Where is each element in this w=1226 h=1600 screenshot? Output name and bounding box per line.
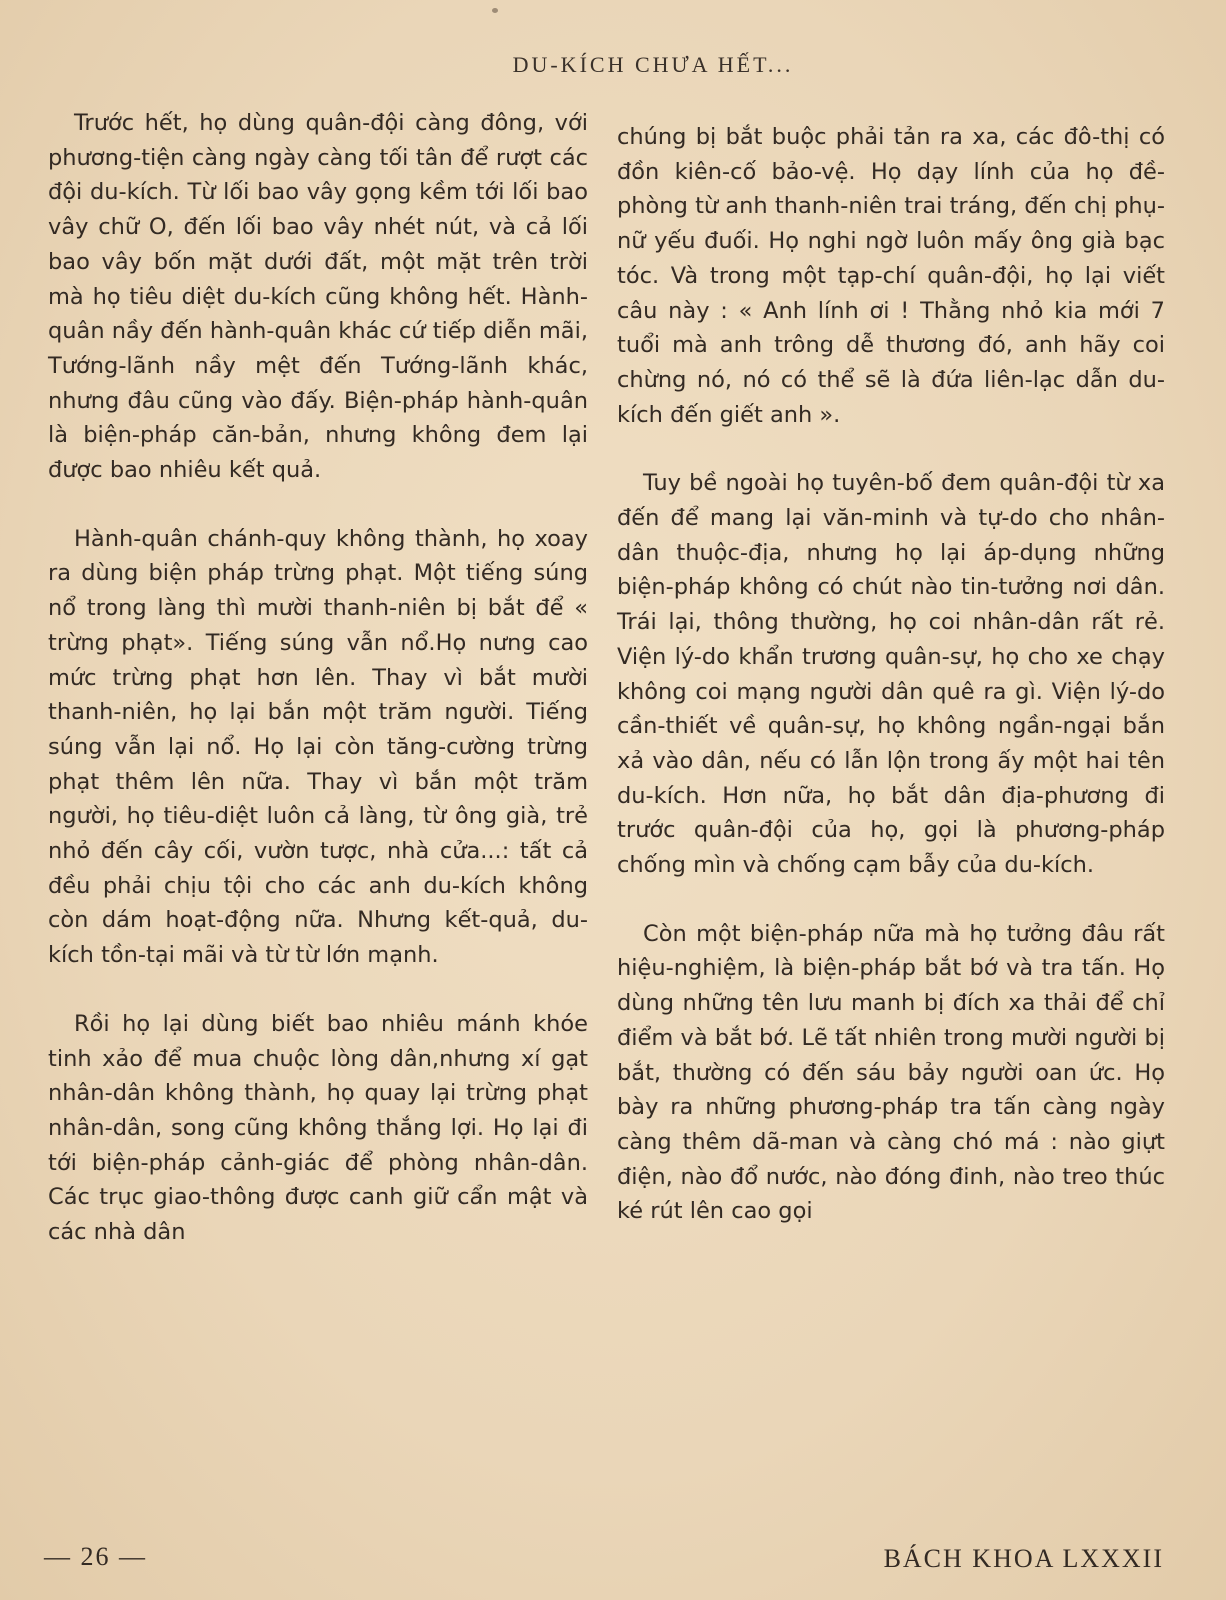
paragraph: Hành-quân chánh-quy không thành, họ xoay ra dùng biện pháp trừng phạt. Một tiếng súng nổ trong làng thì mười thanh-niên bị bắt để « trừng phạt». Tiếng súng vẫn nổ.Họ nưng cao mức trừng phạt hơn lên. Thay vì bắt mười thanh-niên, họ lại bắn một trăm người. Tiếng súng vẫn lại nổ. Họ lại còn tăng-cường trừng phạt thêm lên nữa. Thay vì bắn một trăm người, họ tiêu-diệt luôn cả làng, từ ông già, trẻ nhỏ đến cây cối, vườn tược, nhà cửa...: tất cả đều phải chịu tội cho các anh du-kích không còn dám hoạt-động nữa. Nhưng kết-quả, du-kích tồn-tại mãi và từ từ lớn mạnh. bbox=[48, 525, 588, 969]
print-speck bbox=[492, 8, 498, 13]
paragraph-continued: chúng bị bắt buộc phải tản ra xa, các đô-thị có đồn kiên-cố bảo-vệ. Họ dạy lính của họ đề-phòng từ anh thanh-niên trai tráng, đến chị phụ-nữ yếu đuối. Họ nghi ngờ luôn mấy ông già bạc tóc. Và trong một tạp-chí quân-đội, họ lại viết câu này : « Anh lính ơi ! Thằng nhỏ kia mới 7 tuổi mà anh trông dễ thương đó, anh hãy coi chừng nó, nó có thể sẽ là đứa liên-lạc dẫn du-kích đến giết anh ». bbox=[617, 124, 1165, 428]
publication-name: BÁCH KHOA LXXXII bbox=[883, 1544, 1164, 1573]
left-column bbox=[48, 106, 588, 1284]
paragraph: Tuy bề ngoài họ tuyên-bố đem quân-đội từ xa đến để mang lại văn-minh và tự-do cho nhân-dân thuộc-địa, nhưng họ lại áp-dụng những biện-pháp không có chút nào tin-tưởng nơi dân. Trái lại, thông thường, họ coi nhân-dân rất rẻ. Viện lý-do khẩn trương quân-sự, họ cho xe chạy không coi mạng người dân quê ra gì. Viện lý-do cần-thiết về quân-sự, họ không ngần-ngại bắn xả vào dân, nếu có lẫn lộn trong ấy một hai tên du-kích. Hơn nữa, họ bắt dân địa-phương đi trước quân-đội của họ, gọi là phương-pháp chống mìn và chống cạm bẫy của du-kích. bbox=[617, 470, 1165, 879]
paragraph: Còn một biện-pháp nữa mà họ tưởng đâu rất hiệu-nghiệm, là biện-pháp bắt bớ và tra tấn. Họ dùng những tên lưu manh bị đích xa thải để chỉ điểm và bắt bớ. Lẽ tất nhiên trong mười người bị bắt, thường có đến sáu bảy người oan ức. Họ bày ra những phương-pháp tra tấn càng ngày càng thêm dã-man và càng chó má : nào giựt điện, nào đổ nước, nào đóng đinh, nào treo thúc ké rút lên cao gọi bbox=[617, 920, 1165, 1225]
running-header: DU-KÍCH CHƯA HẾT... bbox=[512, 52, 794, 77]
page-number: — 26 — bbox=[44, 1542, 147, 1571]
paragraph: Trước hết, họ dùng quân-đội càng đông, với phương-tiện càng ngày càng tối tân để rượt các đội du-kích. Từ lối bao vây gọng kềm tới lối bao vây chữ O, đến lối bao vây nhét nút, và cả lối bao vây bốn mặt dưới đất, một mặt trên trời mà họ tiêu diệt du-kích cũng không hết. Hành-quân nầy đến hành-quân khác cứ tiếp diễn mãi, Tướng-lãnh nầy mệt đến Tướng-lãnh khác, nhưng đâu cũng vào đấy. Biện-pháp hành-quân là biện-pháp căn-bản, nhưng không đem lại được bao nhiêu kết quả. bbox=[48, 110, 588, 484]
paragraph: Rồi họ lại dùng biết bao nhiêu mánh khóe tinh xảo để mua chuộc lòng dân,nhưng xí gạt nhân-dân không thành, họ quay lại trừng phạt nhân-dân, song cũng không thắng lợi. Họ lại đi tới biện-pháp cảnh-giác để phòng nhân-dân. Các trục giao-thông được canh giữ cẩn mật và các nhà dân bbox=[48, 1010, 588, 1246]
right-column bbox=[617, 120, 1165, 1263]
